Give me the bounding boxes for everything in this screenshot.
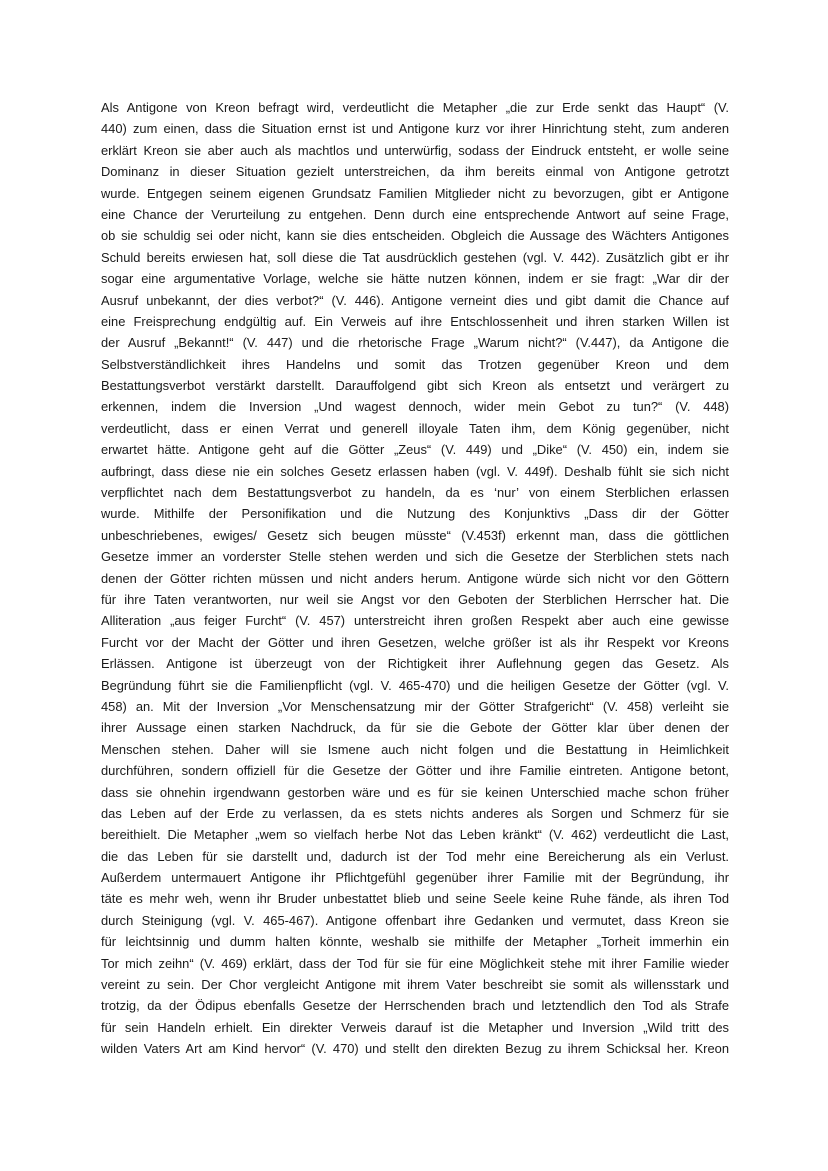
text-line: die das Leben für sie darstellt und, dadurch ist der Tod mehr eine Bereicherung als ein Verlust. bbox=[101, 848, 729, 864]
text-line: für leichtsinnig und dumm halten könnte, weshalb sie mithilfe der Metapher „Torheit immerhin ein bbox=[101, 934, 729, 950]
text-line: wurde. Entgegen seinem eigenen Grundsatz Familien Mitglieder nicht zu bevorzugen, gibt er Antigone bbox=[101, 185, 729, 201]
text-line: erwartet hätte. Antigone geht auf die Götter „Zeus“ (V. 449) und „Dike“ (V. 450) ein, indem sie bbox=[101, 442, 729, 458]
text-line: 458) an. Mit der Inversion „Vor Menschensatzung mir der Götter Strafgericht“ (V. 458) verleiht sie bbox=[101, 698, 729, 714]
text-line: eine Freisprechung endgültig auf. Ein Verweis auf ihre Entschlossenheit und ihren starken Willen ist bbox=[101, 313, 729, 329]
text-line: unbeschriebenes, ewiges/ Gesetz sich beugen müsste“ (V.453f) erkennt man, dass die göttlichen bbox=[101, 527, 729, 543]
text-line: 440) zum einen, dass die Situation ernst ist und Antigone kurz vor ihrer Hinrichtung steht, zum anderen bbox=[101, 121, 729, 137]
text-line: Dominanz in dieser Situation gezielt unterstreichen, da ihm bereits einmal von Antigone getrotzt bbox=[101, 164, 729, 180]
text-line: dass sie ohnehin irgendwann gestorben wäre und es für sie keinen Unterschied mache schon früher bbox=[101, 784, 729, 800]
text-line: Tor mich zeihn“ (V. 469) erklärt, dass der Tod für sie für eine Möglichkeit stehe mit ihrer Familie wieder bbox=[101, 955, 729, 971]
text-line: Furcht vor der Macht der Götter und ihren Gesetzen, welche größer ist als ihr Respekt vor Kreons bbox=[101, 634, 729, 650]
text-line: sogar eine argumentative Vorlage, welche sie hätte nutzen können, indem er sie fragt: „War dir der bbox=[101, 271, 729, 287]
body-text bbox=[101, 97, 729, 1060]
text-line: Selbstverständlichkeit ihres Handelns und somit das Trotzen gegenüber Kreon und dem bbox=[101, 356, 729, 372]
text-line: täte es mehr weh, wenn ihr Bruder unbestattet blieb und seine Seele keine Ruhe fände, als ihren Tod bbox=[101, 891, 729, 907]
text-line: eine Chance der Verurteilung zu entgehen. Denn durch eine entsprechende Antwort auf seine Frage, bbox=[101, 206, 729, 222]
text-line: verpflichtet nach dem Bestattungsverbot zu handeln, da es ‘nur’ von einem Sterblichen erlassen bbox=[101, 485, 729, 501]
text-line: Erlässen. Antigone ist überzeugt von der Richtigkeit ihrer Auflehnung gegen das Gesetz. Als bbox=[101, 656, 729, 672]
text-line: erkennen, indem die Inversion „Und wagest dennoch, wider mein Gebot zu tun?“ (V. 448) bbox=[101, 399, 729, 415]
text-line: verdeutlicht, dass er einen Verrat und generell illoyale Taten ihm, dem König gegenüber, nicht bbox=[101, 420, 729, 436]
text-line: erklärt Kreon sie aber auch als machtlos und unterwürfig, sodass der Eindruck entsteht, er wolle seine bbox=[101, 142, 729, 158]
text-line: für sein Handeln erhielt. Ein direkter Verweis darauf ist die Metapher und Inversion „Wild tritt des bbox=[101, 1019, 729, 1035]
text-line: das Leben auf der Erde zu verlassen, da es stets nichts anderes als Sorgen und Schmerz für sie bbox=[101, 805, 729, 821]
text-line: Schuld bereits erwiesen hat, soll diese die Tat ausdrücklich gestehen (vgl. V. 442). Zusätzlich gibt er ihr bbox=[101, 249, 729, 265]
text-line: durchführen, sondern offiziell für die Gesetze der Götter und ihre Familie eintreten. Antigone betont, bbox=[101, 763, 729, 779]
text-line: Außerdem untermauert Antigone ihr Pflichtgefühl gegenüber ihrer Familie mit der Begründung, ihr bbox=[101, 870, 729, 886]
text-line: bereithielt. Die Metapher „wem so vielfach herbe Not das Leben kränkt“ (V. 462) verdeutlicht die Last, bbox=[101, 827, 729, 843]
text-line: Als Antigone von Kreon befragt wird, verdeutlicht die Metapher „die zur Erde senkt das Haupt“ (V. bbox=[101, 100, 729, 115]
text-line: Menschen stehen. Daher will sie Ismene auch nicht folgen und die Bestattung in Heimlichkeit bbox=[101, 741, 729, 757]
text-line: aufbringt, dass diese nie ein solches Gesetz erlassen haben (vgl. V. 449f). Deshalb fühlt sie sich nicht bbox=[101, 463, 729, 479]
text-line: Begründung führt sie die Familienpflicht (vgl. V. 465-470) und die heiligen Gesetze der Götter (vgl. V. bbox=[101, 677, 729, 693]
text-line: ob sie schuldig sei oder nicht, kann sie dies entscheiden. Obgleich die Aussage des Wächters Antigones bbox=[101, 228, 729, 244]
text-line: denen der Götter richten müssen und nicht anders herum. Antigone würde sich nicht vor den Göttern bbox=[101, 570, 729, 586]
text-line: ihrer Aussage einen starken Nachdruck, da für sie die Gebote der Götter klar über denen der bbox=[101, 720, 729, 736]
text-line: vereint zu sein. Der Chor vergleicht Antigone mit ihrem Vater beschreibt sie somit als willensstark und bbox=[101, 977, 729, 993]
text-line: Alliteration „aus feiger Furcht“ (V. 457) unterstreicht ihren großen Respekt aber auch eine gewisse bbox=[101, 613, 729, 629]
text-line: für ihre Taten verantworten, nur weil sie Angst vor den Geboten der Sterblichen Herrscher hat. Die bbox=[101, 591, 729, 607]
text-line: Ausruf unbekannt, der dies verbot?“ (V. 446). Antigone verneint dies und gibt damit die Chance auf bbox=[101, 292, 729, 308]
text-line: Gesetze immer an vorderster Stelle stehen werden und sich die Gesetze der Sterblichen stets nach bbox=[101, 549, 729, 565]
text-line: Bestattungsverbot verstärkt darstellt. Darauffolgend gibt sich Kreon als entsetzt und verärgert zu bbox=[101, 378, 729, 394]
text-line: wilden Vaters Art am Kind hervor“ (V. 470) und stellt den direkten Bezug zu ihrem Schicksal her. Kreon bbox=[101, 1041, 729, 1057]
text-line: durch Steinigung (vgl. V. 465-467). Antigone offenbart ihre Gedanken und vermutet, dass Kreon sie bbox=[101, 912, 729, 928]
text-line: wurde. Mithilfe der Personifikation und die Nutzung des Konjunktivs „Dass dir der Götter bbox=[101, 506, 729, 522]
text-line: der Ausruf „Bekannt!“ (V. 447) und die rhetorische Frage „Warum nicht?“ (V.447), da Antigone die bbox=[101, 335, 729, 351]
text-line: trotzig, da der Ödipus ebenfalls Gesetze der Herrschenden brach und letztendlich den Tod als Strafe bbox=[101, 998, 729, 1014]
